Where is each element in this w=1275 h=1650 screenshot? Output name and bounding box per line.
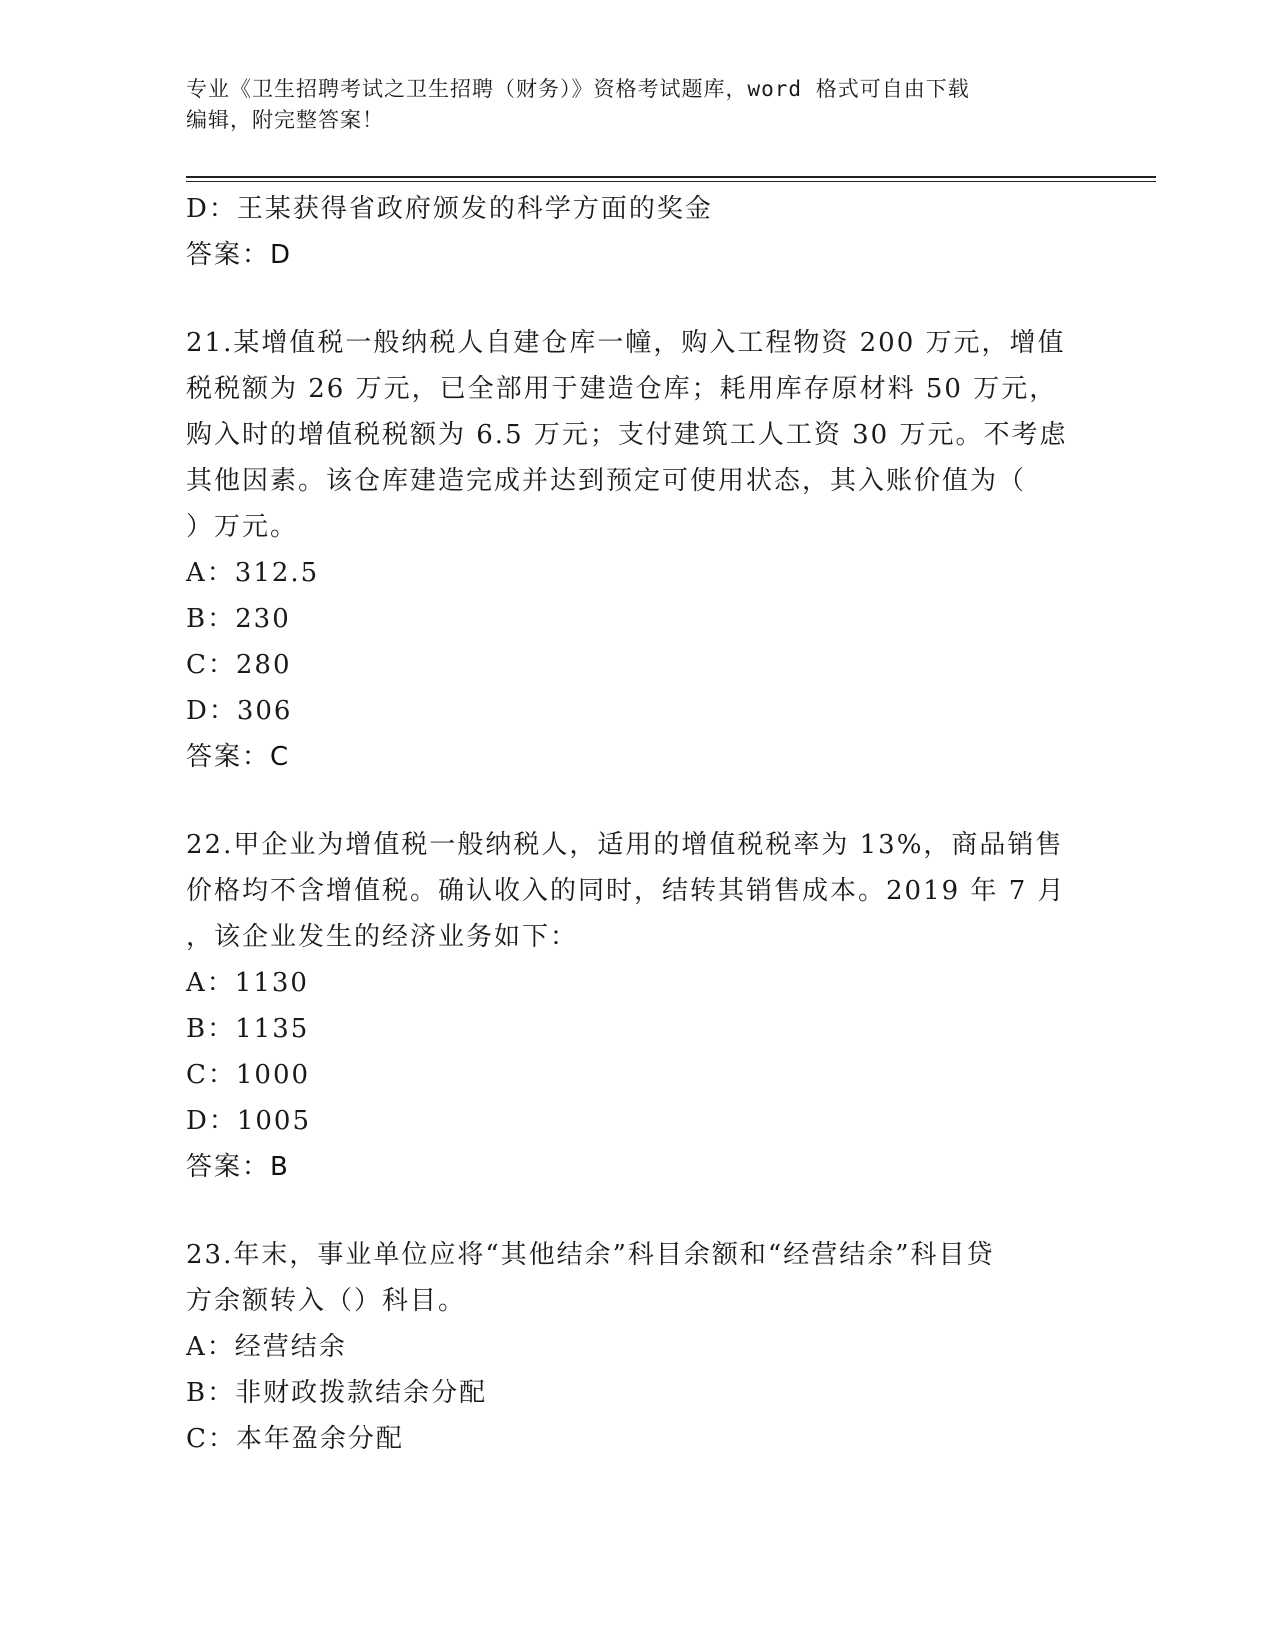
question-list [186, 186, 1086, 1462]
answer-line: 答案：C [186, 742, 291, 772]
question-text-line: 23.年末，事业单位应将“其他结余”科目余额和“经营结余”科目贷 [186, 1240, 995, 1270]
question-text-line: 其他因素。该仓库建造完成并达到预定可使用状态，其入账价值为（ [186, 466, 1027, 496]
option-a: A：312.5 [186, 558, 320, 588]
question-text-line: 22.甲企业为增值税一般纳税人，适用的增值税税率为 13%，商品销售 [186, 830, 1064, 860]
question-text-line: ）万元。 [186, 512, 299, 542]
option-b: B：非财政拨款结余分配 [186, 1378, 488, 1408]
header-line-1: 专业《卫生招聘考试之卫生招聘（财务）》资格考试题库，word 格式可自由下载 [186, 77, 970, 101]
option-a: A：经营结余 [186, 1332, 347, 1362]
question-23 [186, 1232, 1086, 1462]
answer-line: 答案：B [186, 1152, 290, 1182]
spacer [186, 780, 1086, 822]
question-20-tail [186, 186, 1086, 278]
document-header [186, 74, 1086, 136]
question-text-line: 税税额为 26 万元，已全部用于建造仓库；耗用库存原材料 50 万元， [186, 374, 1058, 404]
question-21 [186, 320, 1086, 780]
header-divider-thick [186, 176, 1156, 178]
question-text-line: 购入时的增值税税额为 6.5 万元；支付建筑工人工资 30 万元。不考虑 [186, 420, 1068, 450]
option-c: C：280 [186, 650, 292, 680]
question-text-line: 21.某增值税一般纳税人自建仓库一幢，购入工程物资 200 万元，增值 [186, 328, 1066, 358]
header-divider-thin [186, 181, 1156, 182]
option-c: C：1000 [186, 1060, 311, 1090]
option-d: D：王某获得省政府颁发的科学方面的奖金 [186, 194, 713, 224]
option-d: D：306 [186, 696, 293, 726]
question-22 [186, 822, 1086, 1190]
spacer [186, 278, 1086, 320]
option-a: A：1130 [186, 968, 309, 998]
option-d: D：1005 [186, 1106, 312, 1136]
header-line-2: 编辑，附完整答案！ [186, 108, 384, 132]
answer-line: 答案：D [186, 240, 293, 270]
spacer [186, 1190, 1086, 1232]
question-text-line: 方余额转入（）科目。 [186, 1286, 467, 1316]
option-b: B：1135 [186, 1014, 310, 1044]
question-text-line: ，该企业发生的经济业务如下： [186, 922, 579, 952]
option-c: C：本年盈余分配 [186, 1424, 404, 1454]
option-b: B：230 [186, 604, 291, 634]
question-text-line: 价格均不含增值税。确认收入的同时，结转其销售成本。2019 年 7 月 [186, 876, 1066, 906]
